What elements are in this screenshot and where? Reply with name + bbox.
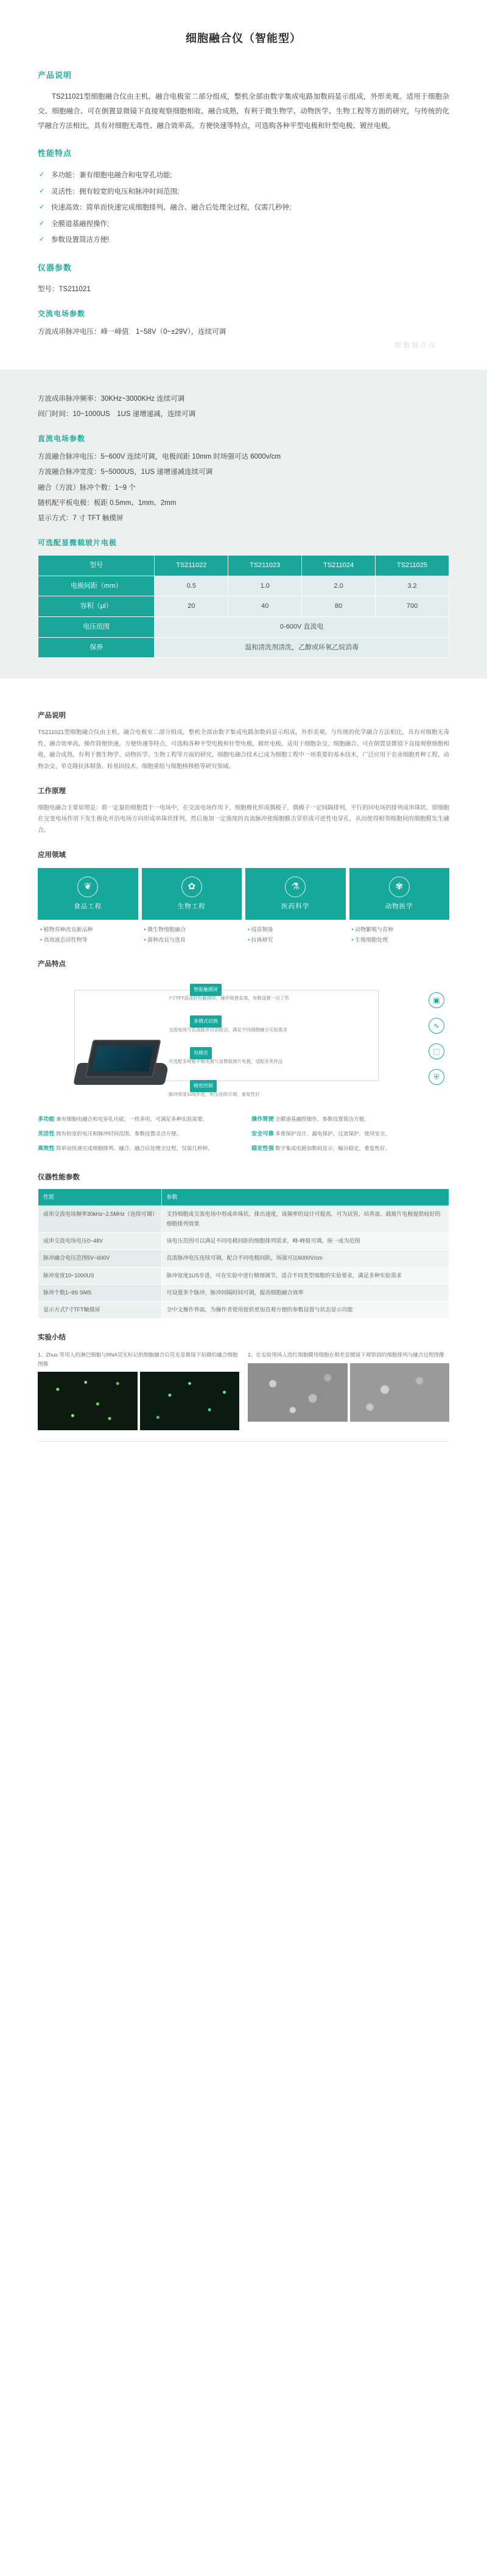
wave-icon: ∿ [429,1018,444,1034]
check-icon: ✓ [39,171,45,179]
column-header: TS211024 [302,556,376,576]
product-description-text: TS211021型细胞融合仪由主机、融合电极室二部分组成，整机全部由数字集成电路加数码显示组成，外形美观。适用于细胞杂交、细胞融合、可在倒置显微镜下直接观察细胞相收、融合成熟，有利于微生物学、动物医学、生物工程等方面的研究，与传统的化学融合方法相比，具有对细胞无毒性、融合效率高。方便快速等特点，可选购各种平型电极和针型电极、镀丝电极。 [38,93,449,130]
device-screen [85,1040,161,1078]
heading-ac-params: 交流电场参数 [38,309,86,318]
application-list [245,925,346,945]
bullet-text: 拥有较宽的电压和脉冲时间范围，参数设置灵活方便。 [55,1131,182,1137]
tag-control-desc: 脉冲宽度1US步进，电压连续可调，重复性好 [169,1092,260,1098]
cell: 0.5 [155,576,228,596]
heading-features: 性能特点 [38,149,72,158]
accessories-table [38,555,449,658]
application-label: 动物医学 [385,902,413,910]
column-header: TS211022 [155,556,228,576]
list-item [38,168,449,183]
bullet-title: 安全可靠 [251,1131,274,1137]
spec-value: 脉冲宽度1US步进，可在实验中进行精细调节，适合不同类型细胞的实验要求，满足多种实验需求 [161,1267,449,1284]
micrograph-image [38,1372,138,1430]
table-row [38,596,449,617]
feature-bullets-right [251,1114,449,1158]
section-parameters-continued [0,370,487,679]
column-header: 型号 [38,556,155,576]
spec-name: 成串交流电场频率30kHz~2.5MHz（连续可调） [38,1206,162,1233]
list-item: • 植物育种改良新品种 [40,925,138,935]
cell: 1.0 [228,576,302,596]
list-item: • 动物繁殖与育种 [352,925,450,935]
product-feature-diagram [38,979,449,1107]
feature-label: 灵活性：拥有较宽的电压和脉冲时间范围; [51,188,180,196]
application-list [38,925,138,945]
work-principle-text: 细胞电融合主要原理是：将一定量的细胞置于一电场中，在交流电场作用下，细胞极化形成偶极子，偶极子一定间隔排列，平行的同电场的排列成串珠状，即细胞在交变电场作用下发生极化并沿电场方向形成串珠状排列，然后施加一定强度的直流脉冲使细胞膜击穿形成可逆性电穿孔，从而使得相邻细胞间的细胞膜发生融合。 [38,804,449,834]
bullet-title: 高效性 [38,1145,55,1152]
cell: 2.0 [302,576,376,596]
cell: 40 [228,596,302,617]
table-row [38,1206,449,1233]
application-card-pharma [245,868,346,920]
heading-product-description-2: 产品说明 [38,712,66,720]
tag-screen: 智能触摸屏 [190,984,222,996]
table-row [38,1250,449,1267]
bullet-text: 多重保护设计，漏电保护，过流保护，使用安全。 [275,1131,391,1137]
heading-optional-electrodes: 可选配显微载玻片电极 [38,538,117,547]
cell: 80 [302,596,376,617]
column-header: 参数 [161,1189,449,1206]
tag-electrode-desc: 可选配多规格平板电极与显微载玻片电极，适配各类样品 [169,1059,283,1065]
device-screen-content [93,1046,154,1071]
feature-label: 全膜道基融捏操作; [51,220,110,228]
experiment-images [248,1363,449,1422]
list-item: • 生殖细胞处理 [352,935,450,945]
application-list [349,925,450,945]
list-item: • 微生物细胞融合 [144,925,242,935]
experiment-caption: 1、Zhuo 等用人的淋巴细胞与RNA荧光标记的细胞融合后荧光显微镜下拍摄的融合细胞图像 [38,1352,238,1367]
ac-param-line: 方波成串脉冲电压：峰一峰值 1~58V（0~±29V），连续可调 [38,328,226,336]
experiment-item [38,1350,239,1430]
spec-name: 脉冲融合电压范围5V~600V [38,1250,162,1267]
heading-product-features-diagram: 产品特点 [38,960,66,968]
bullet-text: 数字集成电路加数码显示，输出稳定，重复性好。 [275,1145,391,1152]
experiment-caption: 2、在实验现场人造红细胞膜用细胞在相差显微镜下观察到的细胞排列与融合过程图像 [248,1352,444,1358]
application-label: 医药科学 [281,902,310,910]
table-row [38,617,449,638]
bullet-item [38,1143,236,1153]
check-icon: ✓ [39,219,45,227]
check-icon: ✓ [39,203,45,211]
tag-electrode: 电极室 [190,1047,212,1059]
section-product-overview [0,0,487,370]
check-icon: ✓ [39,235,45,243]
dc-param-line: 方波融合脉冲宽度：5~5000US，1US 递增递减连续可调 [38,468,213,476]
bullet-item [251,1143,449,1153]
experiment-item [248,1350,449,1430]
feature-bullets [38,1114,449,1158]
cell: 20 [155,596,228,617]
specification-table [38,1188,449,1319]
column-header: 性能 [38,1189,162,1206]
cell: 700 [376,596,449,617]
column-header: TS211023 [228,556,302,576]
application-list [142,925,242,945]
page-title: 细胞融合仪（智能型） [186,32,301,44]
paw-icon: ✾ [389,877,410,897]
application-label: 食品工程 [74,902,102,910]
bullet-item [251,1114,449,1124]
table-row [38,576,449,596]
bullet-title: 多功能 [38,1116,55,1123]
spec-name: 脉冲个数1~9S SMS [38,1284,162,1301]
tag-control: 精密控制 [190,1080,217,1092]
application-card-food [38,868,138,920]
table-header-row [38,556,449,576]
feature-label: 快速高效：简单而快速完成细胞排列、融合、融合后处理全过程，仅需几秒钟; [51,204,292,212]
tag-screen-desc: 7寸TFT高清彩色触摸屏，操作简便直观，参数设置一目了然 [169,995,289,1001]
cell: 3.2 [376,576,449,596]
list-item [38,200,449,216]
bullet-title: 灵活性 [38,1131,55,1137]
row-label: 电极间距（mm） [38,576,155,596]
bullet-text: 全膜道基融捏操作，参数设置简洁方便。 [275,1116,370,1123]
bullet-title: 稳定性强 [251,1145,274,1152]
micrograph-image [140,1372,240,1430]
device-illustration [75,1037,167,1085]
micrograph-image [248,1363,348,1422]
check-icon: ✓ [39,187,45,195]
heading-experiment: 实验小结 [38,1334,66,1342]
heading-spec-table: 仪器性能参数 [38,1173,80,1181]
ac-param-line: 间门时间：10~1000US 1US 递增递减，连续可调 [38,411,196,418]
dc-param-line: 随机配平板电极：板距 0.5mm、1mm、2mm [38,499,177,507]
list-item [38,184,449,200]
application-label: 生物工程 [177,902,206,910]
ac-param-line: 方波成串脉冲频率：30KHz~3000KHz 连续可调 [38,395,185,403]
row-label: 电压范围 [38,617,155,638]
bullet-item [38,1114,236,1124]
heading-applications: 应用领域 [38,852,66,859]
spec-name: 脉冲宽度10~1000US [38,1267,162,1284]
leaf-icon: ❦ [77,877,98,897]
experiment-gallery [38,1350,449,1430]
application-card-veterinary [349,868,450,920]
table-header-row [38,1189,449,1206]
spec-name: 显示方式7寸TFT触摸屏 [38,1302,162,1319]
spec-value: 支持细胞成交流电场中形成串珠状，排出速度，该频率的设计可提高，可为试管、培养皿、载玻片电极提供较好的细胞排列效果 [161,1206,449,1233]
product-description-2-text: TS211021型细胞融合仪由主机、融合电极室二部分组成，整机全部由数字集成电路加数码显示组成，外形美观。与传统的化学融合方法相比，具有对细胞无毒性、融合效率高，操作简便快速，方便快速等特点，可选购各种平型电极和针型电极，镀丝电极，适用于细胞杂交、细胞融合、可在倒置显微镜下直接观察细胞相收、融合成熟，有利于微生物学、动物医学、生物工程等方面的研究，细胞电融合技术已成为细胞工程中一项重要的基本技术，广泛应用于农业细胞育种工程、动物杂交、单克隆抗体制备、转基因技术、细胞重组与细胞核移植等研究领域。 [38,729,449,770]
dc-param-line: 显示方式：7 寸 TFT 触摸屏 [38,515,124,523]
model-line: 型号：TS211021 [38,286,91,294]
tag-mode: 多模式切换 [190,1015,222,1028]
spec-value: 该电压范围可以满足不同电极间距的细胞排列需求，峰-峰值可调，统一成为范围 [161,1233,449,1250]
flask-icon: ⚗ [285,877,306,897]
spec-value: 可设置多个脉冲，脉冲间隔时间可调，提高细胞融合效率 [161,1284,449,1301]
cell: 温和清洗剂清洗，乙醇或环氧乙烷消毒 [155,637,449,658]
shield-icon: ⛨ [429,1069,444,1085]
heading-product-description: 产品说明 [38,70,72,80]
tag-mode-desc: 交流电场与直流脉冲自由组合，满足不同细胞融合实验需求 [169,1027,287,1033]
bullet-item [38,1129,236,1138]
table-row [38,1302,449,1319]
table-row [38,1284,449,1301]
dna-icon: ✿ [181,877,202,897]
feature-bullets-left [38,1114,236,1158]
list-item: • 菌种改良与选育 [144,935,242,945]
list-item [38,216,449,232]
column-header: TS211025 [376,556,449,576]
heading-work-principle: 工作原理 [38,788,66,796]
feature-label: 多功能：兼有细胞电融合和电穿孔功能; [51,172,172,180]
list-item: • 疫苗制备 [248,925,346,935]
watermark: 细胞融合仪 [394,342,437,350]
divider [38,1441,449,1442]
screen-icon: ▣ [429,992,444,1008]
row-label: 容积（μl） [38,596,155,617]
application-card-bio [142,868,242,920]
list-item: • 抗体研究 [248,935,346,945]
bullet-text: 兼有细胞电融合和电穿孔功能，一机多用，可满足多种实验需要。 [55,1116,208,1123]
table-row [38,1233,449,1250]
diagram-icon-column [429,992,444,1095]
bullet-text: 简单而快速完成细胞排列、融合、融合后处理全过程，仅需几秒钟。 [55,1145,213,1152]
experiment-images [38,1372,239,1430]
spec-value: 全中文操作界面，为操作者使用提供更加直观方便的参数设置与状态显示功能 [161,1302,449,1319]
dc-param-line: 融合（方波）脉冲个数：1~9 个 [38,484,136,492]
bullet-item [251,1129,449,1138]
heading-instrument-params: 仪器参数 [38,263,72,273]
list-item: • 高效液态活性物等 [40,935,138,945]
table-row [38,637,449,658]
row-label: 保养 [38,637,155,658]
list-item [38,232,449,248]
cell: 0-600V 直流电 [155,617,449,638]
spec-name: 成串交流电场电压0~48V [38,1233,162,1250]
section-detail [0,679,487,1463]
heading-dc-params: 直流电场参数 [38,434,86,443]
application-cards [38,868,449,920]
chip-icon: ⬚ [429,1043,444,1059]
table-row [38,1267,449,1284]
bullet-title: 操作简便 [251,1116,274,1123]
feature-label: 参数设置简洁方便! [51,236,110,244]
application-detail-lists [38,925,449,945]
features-list [38,168,449,248]
micrograph-image [350,1363,450,1422]
spec-value: 直流脉冲电压连续可调，配合不同电极间距，场强可达6000V/cm [161,1250,449,1267]
dc-param-line: 方波融合脉冲电压：5~600V 连续可调，电极间距 10mm 时场强可达 6000v/cm [38,453,281,461]
